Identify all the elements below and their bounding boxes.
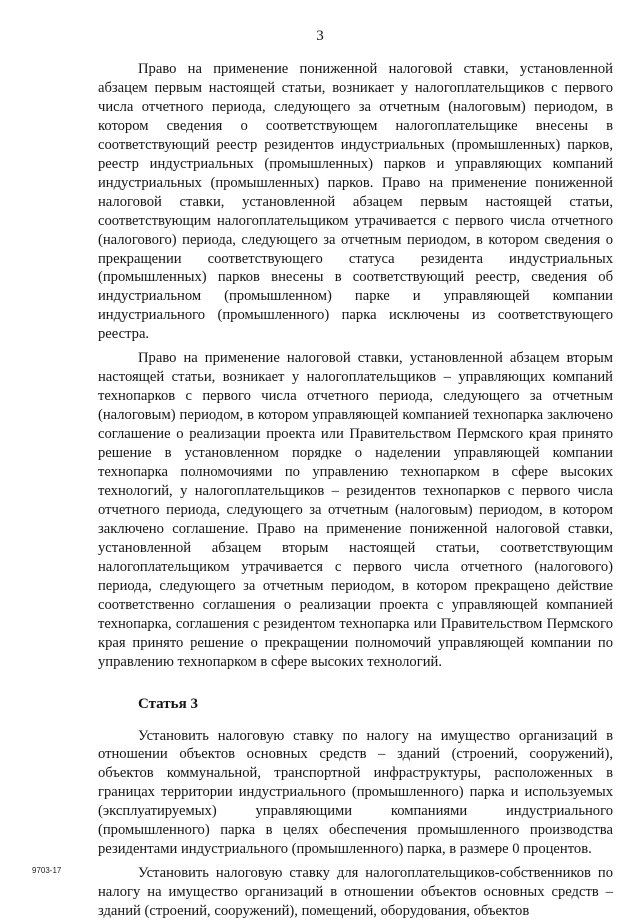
paragraph: Установить налоговую ставку для налогоплательщиков-собственников по налогу на имущество организаций в отношении объектов основных средств – зданий (строений, сооружений), помещений, оборудования, объектов (98, 865, 613, 920)
footer-document-code: 9703-17 (32, 866, 62, 875)
page-number: 3 (316, 28, 324, 44)
article-heading: Статья 3 (138, 695, 198, 712)
paragraph: Право на применение налоговой ставки, установленной абзацем вторым настоящей статьи, возникает у налогоплательщиков – управляющих компаний технопарков с первого числа отчетного периода, следующего за отчетным (налоговым) периодом, в котором управляющей компанией технопарка заключено соглашение о реализации проекта или Правительством Пермского края принято решение в установленном порядке о наделении управляющей компании технопарка полномочиями по управлению технопарком в сфере высоких технологий, у налогоплательщиков – резидентов технопарков с первого числа отчетного периода, следующего за отчетным (налоговым) периодом, в котором заключено соглашение. Право на применение пониженной налоговой ставки, установленной абзацем вторым настоящей статьи, соответствующим налогоплательщиком утрачивается с первого числа отчетного (налогового) периода, следующего за отчетным периодом, в котором прекращено действие соответственно соглашения о реализации проекта с управляющей компанией технопарка, соглашения с резидентом технопарка или Правительством Пермского края принято решение о прекращении полномочий управляющей компании по управлению технопарком в сфере высоких технологий. (98, 350, 613, 670)
paragraph: Право на применение пониженной налоговой ставки, установленной абзацем первым настоящей статьи, возникает у налогоплательщиков с первого числа отчетного периода, следующего за отчетным (налоговым) периодом, в котором сведения о соответствующем налогоплательщике внесены в соответствующий реестр резидентов индустриальных (промышленных) парков, реестр индустриальных (промышленных) парков и управляющих компаний индустриальных (промышленных) парков. Право на применение пониженной налоговой ставки, установленной абзацем первым настоящей статьи, соответствующим налогоплательщиком утрачивается с первого числа отчетного (налогового) периода, следующего за отчетным периодом, в котором сведения о прекращении соответствующего статуса резидента индустриальных (промышленных) парков внесены в соответствующий реестр, сведения об индустриальном (промышленном) парке и управляющей компании индустриального (промышленного) парка исключены из соответствующего реестра. (98, 61, 613, 343)
document-body (98, 60, 613, 921)
paragraph: Установить налоговую ставку по налогу на имущество организаций в отношении объектов основных средств – зданий (строений, сооружений), объектов коммунальной, транспортной инфраструктуры, расположенных в границах территории индустриального (промышленного) парка и используемых (эксплуатируемых) управляющими компаниями индустриального (промышленного) парка в целях обеспечения промышленного производства резидентами индустриального (промышленного) парка, в размере 0 процентов. (98, 727, 613, 858)
